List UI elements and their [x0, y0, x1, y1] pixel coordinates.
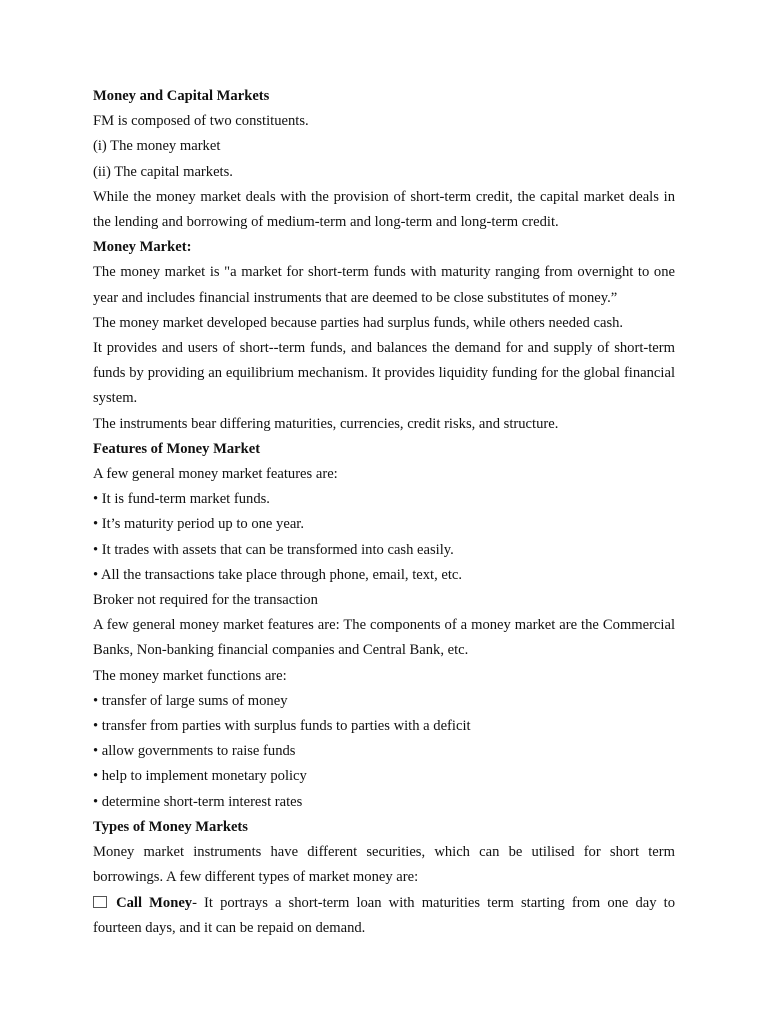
- intro-line-1: FM is composed of two constituents.: [93, 113, 309, 130]
- types-paragraph: Money market instruments have different securities, which can be utilised for short term borrowings. A few different types of market money are:: [93, 844, 675, 886]
- components-paragraph: A few general money market features are: The components of a money market are the Commercial Banks, Non-banking financial companies and Central Bank, etc.: [93, 617, 675, 659]
- feature-item: • It trades with assets that can be transformed into cash easily.: [93, 541, 454, 558]
- money-market-paragraph-1: The money market is "a market for short-term funds with maturity ranging from overnight to one year and includes financial instruments that are deemed to be close substitutes of money.”: [93, 264, 675, 306]
- function-item: • transfer of large sums of money: [93, 692, 288, 709]
- broker-line: Broker not required for the transaction: [93, 592, 318, 609]
- money-market-paragraph-2: The money market developed because parties had surplus funds, while others needed cash.: [93, 314, 624, 331]
- money-market-paragraph-3: It provides and users of short--term funds, and balances the demand for and supply of short-term funds by providing an equilibrium mechanism. It provides liquidity funding for the global financial system.: [93, 340, 675, 407]
- feature-item: • It’s maturity period up to one year.: [93, 516, 304, 533]
- features-heading: Features of Money Market: [93, 440, 261, 457]
- money-market-heading: Money Market:: [93, 239, 192, 256]
- document-page: [93, 84, 675, 941]
- function-item: • allow governments to raise funds: [93, 743, 296, 760]
- call-money-term: Call Money: [116, 894, 193, 911]
- intro-line-2: (i) The money market: [93, 138, 221, 155]
- types-heading: Types of Money Markets: [93, 818, 248, 835]
- function-item: • transfer from parties with surplus funds to parties with a deficit: [93, 718, 471, 735]
- call-money-item: [93, 891, 675, 941]
- function-item: • help to implement monetary policy: [93, 768, 307, 785]
- functions-intro: The money market functions are:: [93, 667, 287, 684]
- call-money-description: - It portrays a short-term loan with maturities term starting from one day to fourteen days, and it can be repaid on demand.: [93, 894, 675, 936]
- missing-glyph-box-icon: [93, 896, 107, 908]
- function-item: • determine short-term interest rates: [93, 793, 303, 810]
- feature-item: • All the transactions take place through phone, email, text, etc.: [93, 566, 463, 583]
- intro-line-3: (ii) The capital markets.: [93, 163, 233, 180]
- money-market-paragraph-4: The instruments bear differing maturities, currencies, credit risks, and structure.: [93, 415, 559, 432]
- features-intro: A few general money market features are:: [93, 466, 338, 483]
- document-title: Money and Capital Markets: [93, 88, 270, 104]
- intro-paragraph: While the money market deals with the provision of short-term credit, the capital market deals in the lending and borrowing of medium-term and long-term and long-term credit.: [93, 188, 675, 231]
- feature-item: • It is fund-term market funds.: [93, 491, 270, 508]
